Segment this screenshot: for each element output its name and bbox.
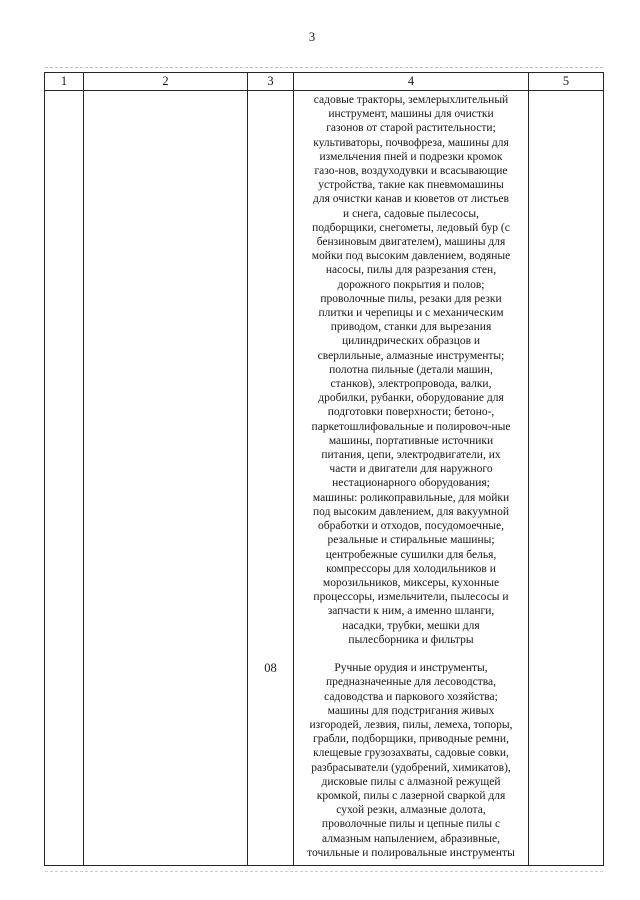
text-line: точильные и полировальные инструменты <box>307 846 515 859</box>
text-line: приводом, станки для вырезания <box>330 321 492 334</box>
text-line: центробежные сушилки для белья, <box>325 548 497 561</box>
body-cell-col-4-goods-description <box>294 91 529 865</box>
goods-classification-table <box>44 72 604 866</box>
text-line: пылесборника и фильтры <box>348 633 474 646</box>
table-header-col-5: 5 <box>529 73 603 91</box>
text-line: процессоры, измельчители, пылесосы и <box>313 591 509 604</box>
text-line: сверлильные, алмазные инструменты; <box>317 349 505 362</box>
text-line: инструмент, машины для очистки <box>328 108 494 121</box>
text-line: устройства, такие как пневмомашины <box>318 179 504 192</box>
text-line: дорожного покрытия и полов; <box>337 278 485 291</box>
text-line: подготовки поверхности; бетоно-, <box>327 406 495 419</box>
table-header-col-1: 1 <box>45 73 84 91</box>
text-line: машины, портативные источники <box>328 434 494 447</box>
scan-artifact-line-top <box>45 67 603 68</box>
table-header-col-2: 2 <box>84 73 248 91</box>
text-line: морозильников, миксеры, кухонные <box>322 576 500 589</box>
text-line: цилиндрических образцов и <box>341 335 481 348</box>
text-line: мойки под высоким давлением, водяные <box>311 250 511 263</box>
page-number: 3 <box>308 30 316 44</box>
text-line: измельчения пней и подрезки кромок <box>319 150 503 163</box>
text-line: газонов от старой растительности; <box>326 122 496 135</box>
text-line: нестационарного оборудования; <box>332 477 490 490</box>
body-cell-col-3 <box>248 91 294 865</box>
class-code-08: 08 <box>264 661 277 675</box>
text-line: культиваторы, почвофреза, машины для <box>313 136 509 149</box>
text-line: дисковые пилы с алмазной режущей <box>321 775 501 788</box>
scan-artifact-line-bottom <box>45 871 603 872</box>
text-line: газо-нов, воздуходувки и всасывающие <box>314 165 508 178</box>
text-line: проволочные пилы и цепные пилы с <box>321 818 501 831</box>
text-line: проволочные пилы, резаки для резки <box>320 292 502 305</box>
text-line: для очистки канав и кюветов от листьев <box>313 193 509 206</box>
text-line: резальные и стиральные машины; <box>327 534 495 547</box>
goods-description-block-class-07 <box>295 93 527 647</box>
body-cell-col-5 <box>529 91 603 865</box>
text-line: обработки и отходов, посудомоечные, <box>318 520 504 533</box>
table-header-col-3: 3 <box>248 73 294 91</box>
text-line: полотна пильные (детали машин, <box>329 363 493 376</box>
text-line: части и двигатели для наружного <box>329 463 493 476</box>
text-line: кромкой, пилы с лазерной сваркой для <box>316 789 506 802</box>
text-line: под высоким давлением, для вакуумной <box>313 505 509 518</box>
text-line: разбрасыватели (удобрений, химикатов), <box>311 761 511 774</box>
text-line: станков), электропровода, валки, <box>330 378 492 391</box>
text-line: алмазным напылением, абразивные, <box>322 832 500 845</box>
table-header-col-4: 4 <box>294 73 529 91</box>
text-line: компрессоры для холодильников и <box>326 562 496 575</box>
text-line: паркетошлифовальные и полировоч-ные <box>311 420 511 433</box>
text-line: бензиновым двигателем), машины для <box>316 236 506 249</box>
text-line: садоводства и паркового хозяйства; <box>324 690 498 703</box>
body-cell-col-1 <box>45 91 84 865</box>
text-line: насадки, трубки, мешки для <box>342 619 480 632</box>
text-line: грабли, подборщики, приводные ремни, <box>313 733 509 746</box>
text-line: сухой резки, алмазные долота, <box>336 804 486 817</box>
text-line: запчасти к ним, а именно шланги, <box>327 605 495 618</box>
text-line: питания, цепи, электродвигатели, их <box>321 449 501 462</box>
text-line: и снега, садовые пылесосы, <box>343 207 479 220</box>
text-line: Ручные орудия и инструменты, <box>334 662 488 675</box>
text-line: садовые тракторы, землерыхлительный <box>313 94 509 106</box>
text-line: изгородей, лезвия, пилы, лемеха, топоры, <box>309 718 513 731</box>
body-cell-col-2 <box>84 91 248 865</box>
text-line: подборщики, снегометы, ледовый бур (с <box>312 221 510 234</box>
text-line: насосы, пилы для разрезания стен, <box>325 264 497 277</box>
goods-description-block-class-08 <box>295 661 527 860</box>
text-line: машины: роликоправильные, для мойки <box>312 491 510 504</box>
text-line: предназначенные для лесоводства, <box>326 676 496 689</box>
text-line: клещевые грузозахваты, садовые совки, <box>313 747 509 760</box>
text-line: дробилки, рубанки, оборудование для <box>318 392 504 405</box>
text-line: машины для подстригания живых <box>327 704 495 717</box>
text-line: плитки и черепицы и с механическим <box>318 307 504 320</box>
